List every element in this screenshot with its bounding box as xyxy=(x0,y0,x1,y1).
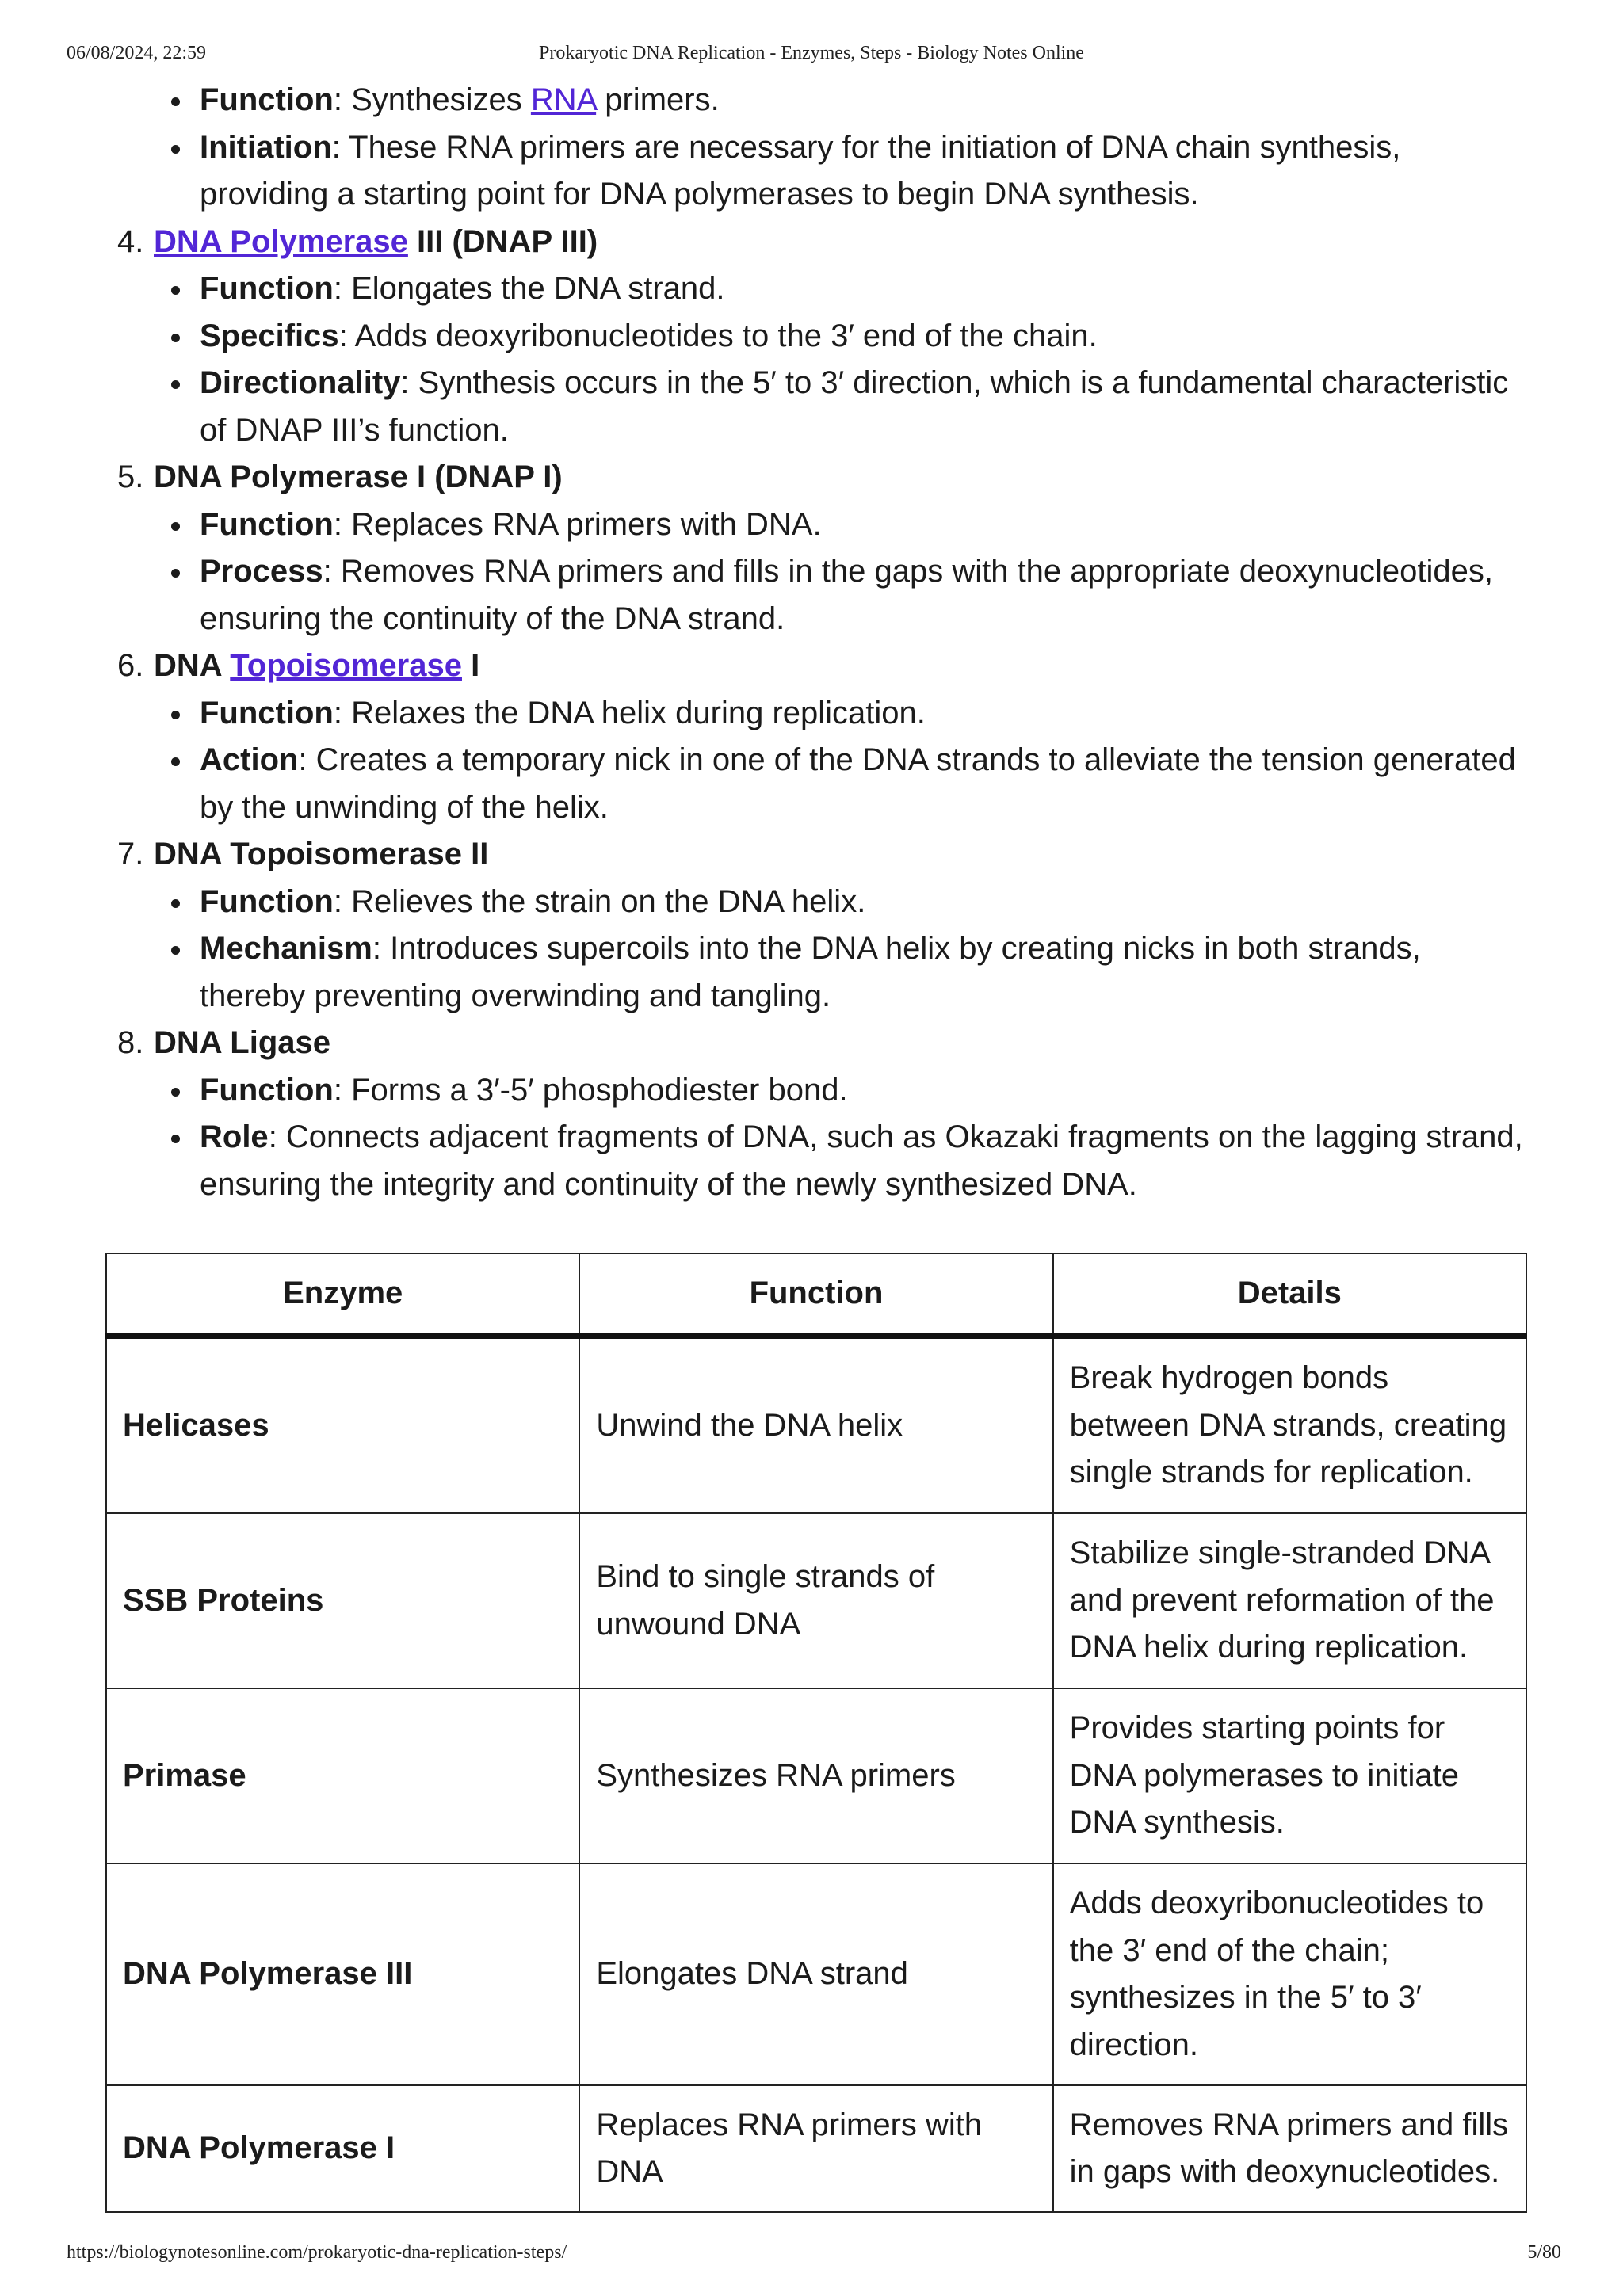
point-term: Function xyxy=(200,82,334,117)
table-row xyxy=(106,1863,1526,2085)
cell-enzyme: DNA Polymerase III xyxy=(106,1863,579,2085)
rna-link[interactable]: RNA xyxy=(530,82,597,117)
page-number: 5/80 xyxy=(1527,2242,1561,2263)
table-row xyxy=(106,2085,1526,2212)
enzyme-item-topoisomerase-ii xyxy=(117,831,1528,1020)
list-item: Function: Forms a 3′-5′ phosphodiester bond. xyxy=(200,1067,1528,1115)
list-item: Function: Relaxes the DNA helix during replication. xyxy=(200,690,1528,738)
page-title: Prokaryotic DNA Replication - Enzymes, Steps - Biology Notes Online xyxy=(539,43,1084,63)
cell-details: Break hydrogen bonds between DNA strands, creating single strands for replication. xyxy=(1053,1337,1526,1514)
enzyme-item-topoisomerase-i xyxy=(117,643,1528,831)
cell-enzyme: SSB Proteins xyxy=(106,1513,579,1688)
enzyme-heading: DNA Ligase xyxy=(154,1025,331,1060)
list-item: Mechanism: Introduces supercoils into the DNA helix by creating nicks in both strands, thereby preventing overwinding and tangling. xyxy=(200,925,1528,1020)
enzyme-points xyxy=(154,690,1528,832)
table-row xyxy=(106,1513,1526,1688)
page-header xyxy=(0,43,1623,74)
enzyme-summary-table xyxy=(105,1253,1527,2213)
list-item: Initiation: These RNA primers are necessary for the initiation of DNA chain synthesis, providing a starting point for DNA polymerases to begin DNA synthesis. xyxy=(200,124,1528,219)
cell-function: Elongates DNA strand xyxy=(579,1863,1052,2085)
list-item: Function: Elongates the DNA strand. xyxy=(200,265,1528,313)
cell-details: Adds deoxyribonucleotides to the 3′ end of the chain; synthesizes in the 5′ to 3′ direction. xyxy=(1053,1863,1526,2085)
enzyme-points xyxy=(154,502,1528,643)
list-item: Action: Creates a temporary nick in one of the DNA strands to alleviate the tension generated by the unwinding of the helix. xyxy=(200,737,1528,831)
cell-function: Bind to single strands of unwound DNA xyxy=(579,1513,1052,1688)
item-number: 7. xyxy=(117,837,144,871)
dna-polymerase-link[interactable]: DNA Polymerase xyxy=(154,223,408,259)
column-header-function: Function xyxy=(579,1253,1052,1337)
item-number: 6. xyxy=(117,648,144,683)
list-item: Role: Connects adjacent fragments of DNA, such as Okazaki fragments on the lagging strand, ensuring the integrity and continuity of the newly synthesized DNA. xyxy=(200,1114,1528,1208)
enzyme-item-ligase xyxy=(117,1020,1528,1208)
cell-details: Removes RNA primers and fills in gaps with deoxynucleotides. xyxy=(1053,2085,1526,2212)
enzyme-points xyxy=(154,1067,1528,1209)
cell-function: Replaces RNA primers with DNA xyxy=(579,2085,1052,2212)
enzyme-heading: DNA Polymerase III (DNAP III) xyxy=(154,223,598,259)
cell-enzyme: Helicases xyxy=(106,1337,579,1514)
enzyme-list xyxy=(117,219,1528,1209)
cell-details: Provides starting points for DNA polymerases to initiate DNA synthesis. xyxy=(1053,1688,1526,1863)
column-header-enzyme: Enzyme xyxy=(106,1253,579,1337)
cell-enzyme: Primase xyxy=(106,1688,579,1863)
topoisomerase-link[interactable]: Topoisomerase xyxy=(230,648,462,683)
enzyme-heading: DNA Topoisomerase I xyxy=(154,648,480,683)
list-item: Function: Relieves the strain on the DNA helix. xyxy=(200,879,1528,926)
enzyme-heading: DNA Polymerase I (DNAP I) xyxy=(154,460,563,494)
source-url: https://biologynotesonline.com/prokaryotic-dna-replication-steps/ xyxy=(67,2242,567,2263)
item-number: 8. xyxy=(117,1025,144,1060)
enzyme-heading: DNA Topoisomerase II xyxy=(154,837,489,871)
list-item: Function: Replaces RNA primers with DNA. xyxy=(200,502,1528,549)
list-item: Specifics: Adds deoxyribonucleotides to the 3′ end of the chain. xyxy=(200,313,1528,360)
table-row xyxy=(106,1337,1526,1514)
list-item: Function: Synthesizes RNA primers. xyxy=(200,77,1528,124)
continuation-list xyxy=(154,77,1528,219)
column-header-details: Details xyxy=(1053,1253,1526,1337)
article-body xyxy=(117,77,1528,1208)
enzyme-points xyxy=(154,879,1528,1020)
cell-function: Synthesizes RNA primers xyxy=(579,1688,1052,1863)
print-datetime: 06/08/2024, 22:59 xyxy=(67,43,207,63)
table-row xyxy=(106,1688,1526,1863)
item-number: 5. xyxy=(117,460,144,494)
cell-details: Stabilize single-stranded DNA and prevent reformation of the DNA helix during replication. xyxy=(1053,1513,1526,1688)
table-header-row xyxy=(106,1253,1526,1337)
page-footer xyxy=(0,2242,1623,2274)
cell-enzyme: DNA Polymerase I xyxy=(106,2085,579,2212)
list-item: Directionality: Synthesis occurs in the 5′ to 3′ direction, which is a fundamental characteristic of DNAP III’s function. xyxy=(200,360,1528,454)
item-number: 4. xyxy=(117,223,144,259)
enzyme-points xyxy=(154,265,1528,454)
point-term: Initiation xyxy=(200,129,332,165)
list-item: Process: Removes RNA primers and fills in the gaps with the appropriate deoxynucleotides, ensuring the continuity of the DNA strand. xyxy=(200,548,1528,643)
enzyme-item-dnap-i xyxy=(117,454,1528,643)
cell-function: Unwind the DNA helix xyxy=(579,1337,1052,1514)
enzyme-item-dnap-iii xyxy=(117,219,1528,455)
